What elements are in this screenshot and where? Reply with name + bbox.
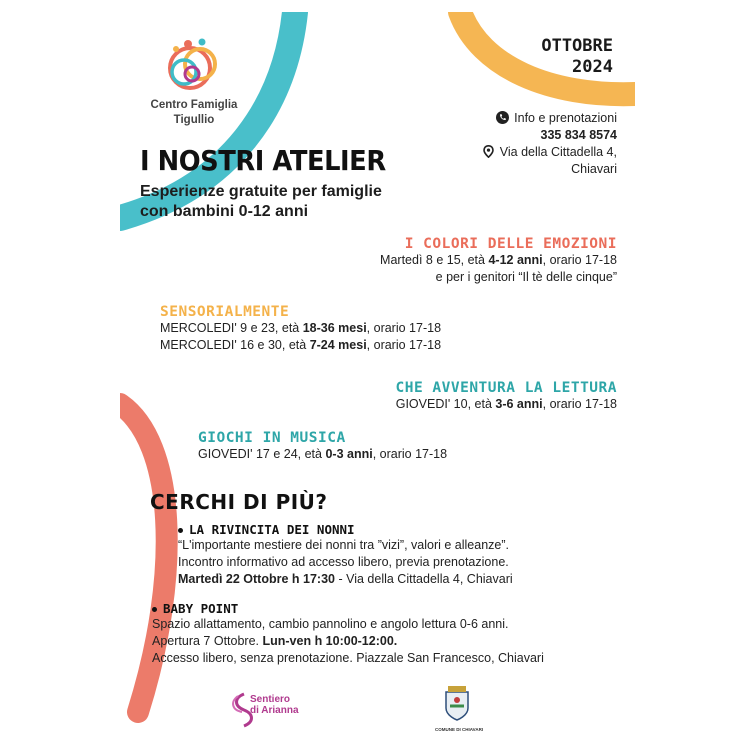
section-colori-emozioni: [380, 236, 617, 286]
item-rivincita-nonni: [178, 522, 513, 588]
date-month: OTTOBRE: [541, 36, 613, 56]
section-sensorialmente: [160, 304, 441, 354]
subtitle-line2: con bambini 0-12 anni: [140, 203, 309, 220]
comune-di-chiavari-logo: COMUNE DI CHIAVARI: [435, 727, 484, 732]
section-line: e per i genitori “Il tè delle cinque”: [435, 270, 617, 284]
location-pin-icon: [482, 145, 495, 158]
centro-famiglia-logo-icon: [170, 39, 215, 89]
contact-address-line1: Via della Cittadella 4,: [499, 145, 617, 159]
bullet-icon: [152, 607, 157, 612]
sentiero-line2: di Arianna: [250, 705, 299, 716]
item-title: BABY POINT: [152, 601, 544, 616]
date-year: 2024: [572, 57, 613, 77]
contact-phone[interactable]: 335 834 8574: [540, 128, 617, 142]
section-title: GIOCHI IN MUSICA: [198, 430, 346, 446]
section-line: MERCOLEDI' 9 e 23, età 18-36 mesi, orario 17-18: [160, 321, 442, 335]
logo-text: [134, 98, 254, 128]
comune-di-chiavari-crest-icon: [446, 686, 468, 720]
section-line: MERCOLEDI' 16 e 30, età 7-24 mesi, orario 17-18: [160, 338, 442, 352]
contact-info-label: Info e prenotazioni: [514, 111, 617, 125]
section-avventura-lettura: [395, 380, 617, 413]
subtitle-line1: Esperienze gratuite per famiglie: [140, 183, 382, 200]
logo-line1: Centro Famiglia: [150, 99, 238, 111]
item-line: Apertura 7 Ottobre. Lun-ven h 10:00-12:00.: [152, 634, 398, 648]
more-heading: CERCHI DI PIÙ?: [150, 490, 328, 514]
item-title: LA RIVINCITA DEI NONNI: [178, 522, 513, 537]
section-title: SENSORIALMENTE: [160, 304, 290, 320]
item-line: Incontro informativo ad accesso libero, previa prenotazione.: [178, 555, 509, 569]
poster: [120, 12, 635, 740]
date-block: [541, 36, 613, 78]
contact-phone-row: [482, 110, 617, 144]
item-line: Accesso libero, senza prenotazione. Piazzale San Francesco, Chiavari: [152, 651, 544, 665]
bullet-icon: [178, 528, 183, 533]
sentiero-line1: Sentiero: [250, 694, 291, 705]
sentiero-di-arianna-logo: [250, 694, 299, 716]
item-baby-point: [152, 601, 544, 667]
logo-line2: Tigullio: [173, 114, 215, 126]
item-line: Spazio allattamento, cambio pannolino e angolo lettura 0-6 anni.: [152, 617, 509, 631]
section-line: Martedì 8 e 15, età 4-12 anni, orario 17-18: [380, 253, 617, 267]
section-title: CHE AVVENTURA LA LETTURA: [395, 380, 617, 396]
contact-address-row: [482, 144, 617, 178]
item-line: Martedì 22 Ottobre h 17:30 - Via della Cittadella 4, Chiavari: [178, 572, 513, 586]
section-giochi-musica: [198, 430, 447, 463]
contact-block: [482, 110, 617, 178]
sentiero-di-arianna-logo-icon: [233, 694, 251, 726]
section-line: GIOVEDI' 10, età 3-6 anni, orario 17-18: [395, 397, 617, 411]
page-title: I NOSTRI ATELIER: [140, 144, 386, 177]
section-line: GIOVEDI' 17 e 24, età 0-3 anni, orario 17-18: [198, 447, 448, 461]
contact-address-line2: Chiavari: [571, 162, 617, 176]
subtitle: [140, 182, 382, 222]
section-title: I COLORI DELLE EMOZIONI: [404, 236, 617, 252]
phone-icon: [496, 111, 509, 124]
item-line: “L'importante mestiere dei nonni tra ”vizi”, valori e alleanze”.: [178, 538, 509, 552]
